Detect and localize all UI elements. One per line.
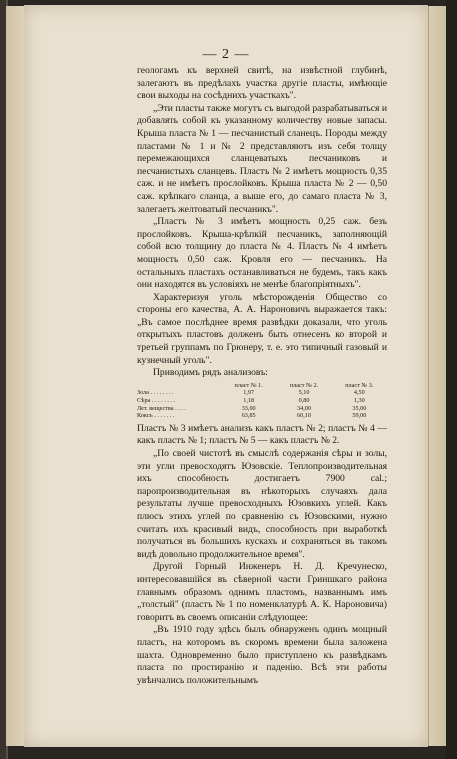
table-cell: 1,30 xyxy=(353,397,365,405)
table-cell: 33,00 xyxy=(241,404,256,412)
paragraph: „По своей чистотѣ въ смыслѣ содержанія сѣры и золы, эти угли превосходятъ Юзовскіе. Теплопроизводительная ихъ способность достигаетъ 7900 cal.; паропроизводительная въ нѣкоторыхъ случаяхъ дала результаты лучше превосходныхъ Юзовкихъ углей. Какъ плюсъ этихъ углей по сравненію съ Юзовскими, нужно считать ихъ красивый видъ, способность при выработкѣ получаться въ большихъ кускахъ и сохраняться въ такомъ видѣ довольно продолжительное время". xyxy=(137,448,387,560)
table-cell: 1,97 xyxy=(243,389,255,397)
right-page-edge xyxy=(428,6,446,746)
paragraph: Характеризуя уголь мѣсторожденія Общество со стороны его качества, А. А. Нароновичъ выражается такъ: „Въ самое послѣднее время развѣдки доказали, что уголь открытыхъ пластовъ долженъ быть отнесенъ ко второй и третьей группамъ по Грюнеру, т. е. это типичный газовый и кузнечный уголь". xyxy=(137,291,387,366)
table-cell: 59,00 xyxy=(352,412,367,420)
paragraph: „Пластъ № 3 имѣетъ мощность 0,25 саж. безъ прослойковъ. Крыша-крѣпкій песчаникъ, заполняющій собой всю толщину до пласта № 4. Пластъ № 4 имѣетъ мощность 0,50 саж. Кровля его — песчаникъ. На остальныхъ пластахъ останавливаться не будемъ, такъ какъ они находятся въ условіяхъ не менѣе благопріятныхъ". xyxy=(137,216,387,291)
column-header: пласт № 2. xyxy=(289,381,319,389)
row-label: Коксъ . . . . . . . xyxy=(137,412,175,420)
paragraph: Пластъ № 3 имѣетъ анализъ какъ пластъ № 2; пластъ № 4 — какъ пластъ № 1; пластъ № 5 — какъ пластъ № 2. xyxy=(137,422,387,447)
paragraph: Приводимъ рядъ анализовъ: xyxy=(153,367,268,379)
table-cell: 60,10 xyxy=(297,412,311,420)
paragraph: „Эти пласты также могутъ съ выгодой разрабатываться и добавлять собой къ указанному количеству новые запасы. Крыша пласта № 1 — песчанистый сланецъ. Породы между пластами № 1 и № 2 представляютъ изъ себя толщу перемежающихся сланцеватыхъ песчаниковъ и песчанистыхъ сланцевъ. Пластъ № 2 имѣетъ мощность 0,35 саж. и не имѣетъ прослойковъ. Крыша пласта № 2 — 0,50 саж. крѣпкаго сланца, а выше его, до самаго пласта № 3, залегаетъ желтоватый песчаникъ". xyxy=(137,102,387,215)
row-label: Зола . . . . . . . . xyxy=(137,389,174,397)
paragraph: „Въ 1910 году здѣсь былъ обнаруженъ одинъ мощный пластъ, на которомъ въ скоромъ времени была заложена шахта. Одновременно было приступлено къ развѣдкамъ пласта по простиранію и паденію. Всѣ эти работы увѣнчались положительнымъ xyxy=(137,624,387,686)
table-cell: 0,80 xyxy=(298,397,310,405)
table-row xyxy=(137,405,387,413)
table-cell: 5,10 xyxy=(298,389,310,397)
table-row xyxy=(137,389,387,397)
table-cell: 63,85 xyxy=(241,412,256,420)
analysis-table xyxy=(137,382,387,420)
table-header-row xyxy=(137,382,387,390)
column-header: пласт № 3. xyxy=(345,381,374,389)
page-number: — 2 — xyxy=(202,47,250,62)
row-label: Лет. вещества . . . . xyxy=(137,404,186,412)
left-page-edge xyxy=(6,6,25,746)
table-row xyxy=(137,397,387,405)
table-cell: 4,50 xyxy=(353,389,365,397)
column-header: пласт № 1. xyxy=(234,381,263,389)
table-row xyxy=(137,412,387,420)
row-label: Сѣра . . . . . . . . xyxy=(137,397,176,405)
paragraph: геологамъ къ верхней свитѣ, на извѣстной глубинѣ, залегаютъ въ предѣлахъ участка другіе пласты, имѣющіе свои выходы на сосѣднихъ участкахъ". xyxy=(137,65,387,102)
column-header xyxy=(137,382,221,390)
table-cell: 35,00 xyxy=(352,404,367,412)
paragraph: Другой Горный Инженеръ Н. Д. Кречунеско, интересовавшійся въ сѣверной части Гриншкаго района главнымъ образомъ однимъ пластомъ, названнымъ имъ „толстый" (пластъ № 1 по номенклатурѣ А. К. Нароновича) говоритъ въ своемъ описаніи слѣдующее: xyxy=(137,561,387,623)
table-cell: 34,00 xyxy=(297,404,311,412)
body-text xyxy=(137,65,387,687)
table-cell: 1,18 xyxy=(243,397,255,405)
scanner-border xyxy=(446,0,457,759)
document-page xyxy=(24,5,428,747)
